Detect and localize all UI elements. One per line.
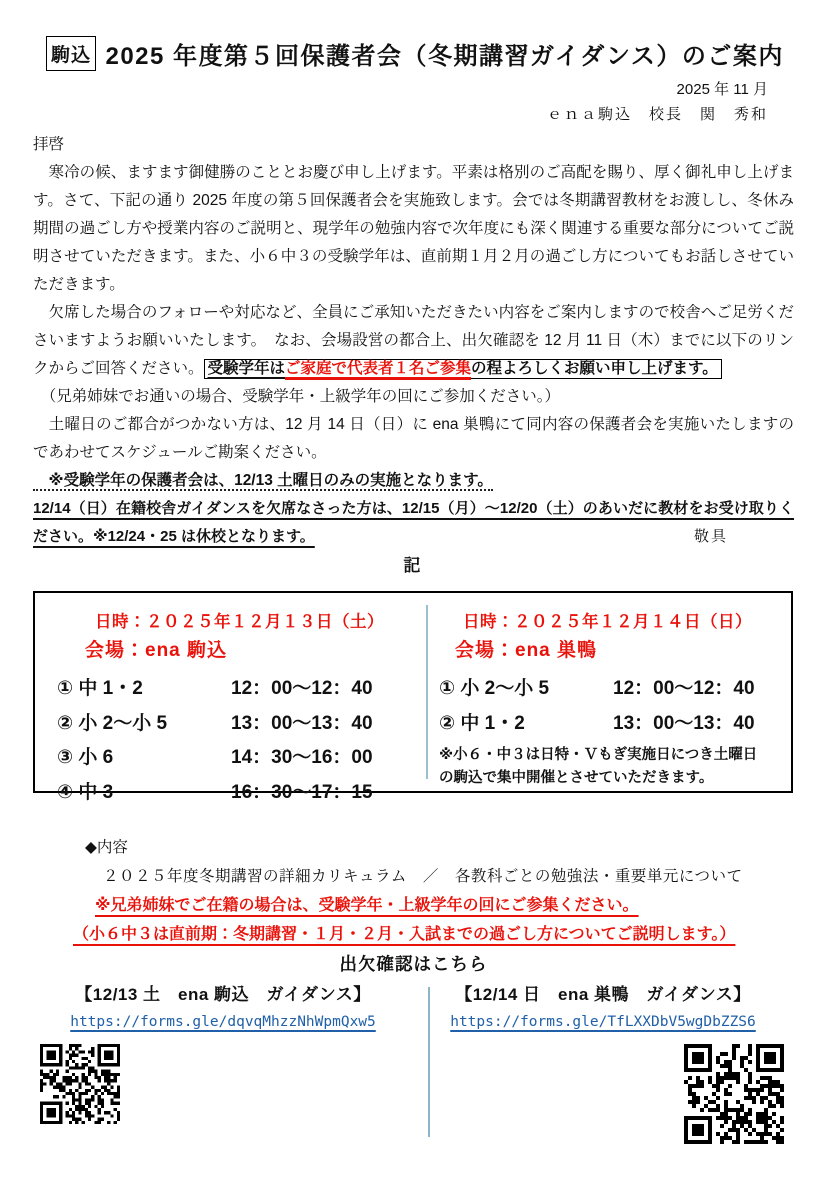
boxed-notice-red: ご家庭で代表者１名ご参集: [285, 360, 472, 377]
rsvp-heading: 出欠確認はこちら: [339, 954, 488, 974]
schedule-venue-sugamo: 会場：ena 巣鴨: [455, 640, 598, 661]
boxed-notice-lead: 受験学年は: [207, 360, 286, 377]
absent-note-text: 12/14（日）在籍校舎ガイダンスを欠席なさった方は、12/15（月）～12/20（土）のあいだに教材をお受け取りください。※12/24・25 は休校となります。: [33, 500, 794, 545]
link-column-sugamo: [413, 981, 793, 1144]
contents-section: [33, 833, 794, 979]
row-group: 中 1・2: [78, 678, 143, 699]
schedule-column-komagome: [35, 593, 427, 803]
paragraph-attendance-text: 欠席した場合のフォローや対応など、全員にご承知いただきたい内容をご案内しますので校舎へご足労くださいますようお願いいたします。 なお、会場設営の都合上、出欠確認を 12 月 11 日（木）までに以下のリンクからご回答ください。: [33, 304, 794, 377]
boxed-exam-notice: [204, 359, 722, 379]
page-title: 2025 年度第５回保護者会（冬期講習ガイダンス）のご案内: [105, 43, 784, 70]
paragraph-greeting: 寒冷の候、ますます御健勝のこととお慶び申し上げます。平素は格別のご高配を賜り、厚く御礼申し上げます。さて、下記の通り 2025 年度の第５回保護者会を実施致します。会では冬期講習教材をお渡しし、冬休み期間の過ごし方や授業内容のご説明と、現学年の勉強内容で次年度にも深く関連する重要な部分についてご説明させていただきます。また、小６中３の受験学年は、直前期１月２月の過ごし方についてもお話しさせていただきます。: [33, 164, 794, 293]
table-row: [439, 672, 791, 707]
issue-date: 2025 年 11 月: [676, 81, 768, 98]
row-number: ①: [57, 678, 74, 699]
table-row: [57, 672, 427, 707]
qr-code-komagome: [40, 1044, 120, 1124]
schedule-venue-komagome: 会場：ena 駒込: [85, 640, 228, 661]
table-row: [57, 741, 427, 776]
exam-grade-note: [33, 467, 794, 495]
row-time: 16：30～17：15: [231, 781, 373, 803]
row-group: 中 3: [78, 781, 114, 803]
table-column-divider: [426, 605, 428, 779]
qr-code-sugamo: [684, 1044, 784, 1144]
document-header: [0, 0, 826, 71]
schedule-column-sugamo: [427, 593, 791, 791]
record-marker: 記: [403, 556, 423, 575]
schedule-date-sugamo: 日時：２０２５年１２月１４日（日）: [463, 613, 752, 631]
contents-exam-line: （小６中３は直前期：冬期講習・１月・２月・入試までの過ごし方についてご説明します。）: [73, 926, 736, 943]
row-number: ④: [57, 781, 74, 803]
schedule-rows-komagome: [57, 672, 427, 810]
row-number: ②: [439, 712, 456, 734]
schedule-table: [33, 591, 793, 803]
row-group: 小 2～小 5: [78, 712, 168, 734]
signature-line: ｅｎａ駒込 校長 関 秀和: [546, 106, 768, 123]
row-time: 13：00～13：40: [613, 712, 755, 734]
row-group: 中 1・2: [460, 712, 525, 734]
contents-curriculum-line: ２０２５年度冬期講習の詳細カリキュラム ／ 各教科ごとの勉強法・重要単元について: [103, 868, 743, 885]
row-group: 小 2～小 5: [460, 678, 550, 699]
table-row: [439, 707, 791, 742]
row-time: 12：00～12：40: [613, 678, 755, 699]
row-number: ③: [57, 747, 74, 768]
boxed-notice-tail: の程よろしくお願い申し上げます。: [471, 360, 718, 377]
link-column-komagome: [33, 981, 413, 1144]
letter-body: [33, 131, 794, 551]
row-time: 13：00～13：40: [231, 712, 373, 734]
links-section: [33, 981, 793, 1144]
row-number: ①: [439, 678, 456, 699]
links-column-divider: [428, 987, 430, 1137]
paragraph-attendance: [33, 299, 794, 383]
form-link-sugamo[interactable]: https://forms.gle/TfLXXDbV5wgDbZZS6: [450, 1014, 756, 1030]
contents-heading: ◆内容: [85, 839, 128, 856]
link-heading-komagome: 【12/13 土 ena 駒込 ガイダンス】: [75, 985, 371, 1004]
row-group: 小 6: [78, 747, 114, 768]
schedule-date-komagome: 日時：２０２５年１２月１３日（土）: [95, 613, 384, 631]
siblings-note: （兄弟姉妹でお通いの場合、受験学年・上級学年の回にご参加ください。）: [33, 388, 561, 405]
campus-label: 駒込: [46, 36, 96, 71]
row-time: 14：30～16：00: [231, 747, 373, 768]
exam-grade-note-text: ※受験学年の保護者会は、12/13 土曜日のみの実施となります。: [33, 472, 493, 489]
row-time: 12：00～12：40: [231, 678, 373, 699]
schedule-note-sugamo: ※小６・中３は日特・Ｖもぎ実施日につき土曜日の駒込で集中開催とさせていただきます。: [439, 747, 758, 786]
row-number: ②: [57, 712, 74, 734]
paragraph-sunday-option: 土曜日のご都合がつかない方は、12 月 14 日（日）に ena 巣鴨にて同内容の保護者会を実施いたしますのであわせてスケジュールご勘案ください。: [33, 416, 794, 461]
link-heading-sugamo: 【12/14 日 ena 巣鴨 ガイダンス】: [455, 985, 751, 1004]
contents-siblings-line: ※兄弟姉妹でご在籍の場合は、受験学年・上級学年の回にご参集ください。: [95, 897, 639, 914]
table-row: [57, 776, 427, 811]
schedule-rows-sugamo: [439, 672, 791, 741]
table-row: [57, 707, 427, 742]
absent-note: [33, 495, 794, 551]
form-link-komagome[interactable]: https://forms.gle/dqvqMhzzNhWpmQxw5: [70, 1014, 376, 1030]
closing-word: 敬具: [693, 528, 728, 545]
salutation: 拝啓: [33, 136, 65, 153]
